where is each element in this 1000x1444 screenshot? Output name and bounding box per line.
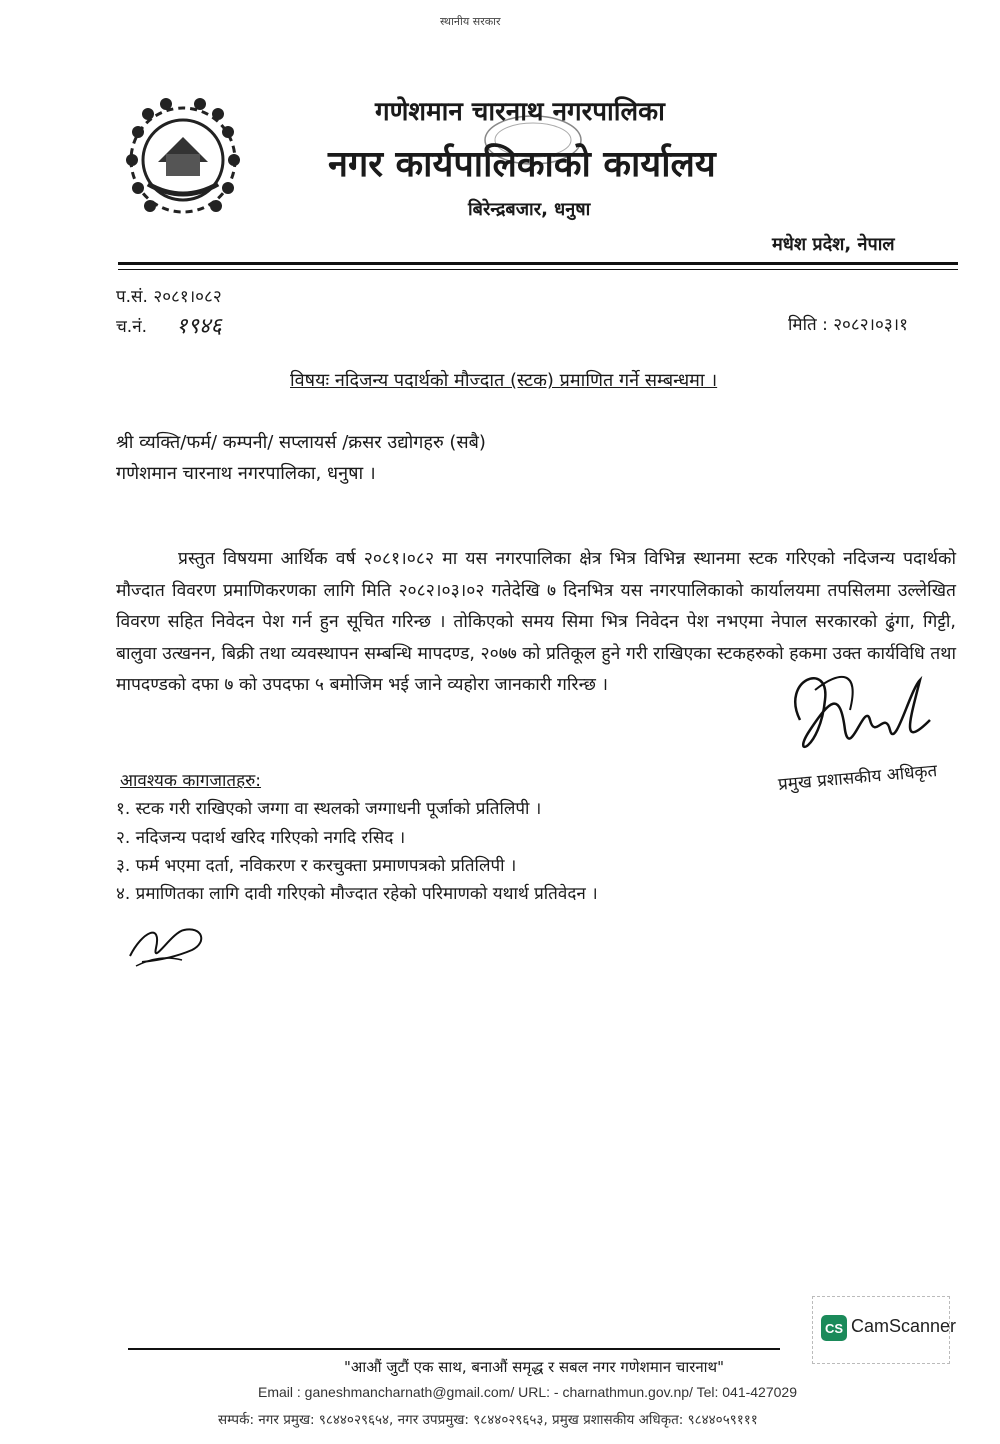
initials-mark: [122, 912, 218, 974]
document-item-1: १. स्टक गरी राखिएको जग्गा वा स्थलको जग्गाधनी पूर्जाको प्रतिलिपी ।: [116, 799, 542, 819]
office-address: बिरेन्द्रबजार, धनुषा: [468, 199, 591, 220]
dispatch-label: च.नं.: [116, 317, 148, 337]
footer-rule: [128, 1348, 780, 1350]
municipality-name: गणेशमान चारनाथ नगरपालिका: [375, 97, 665, 127]
signature-mark: [770, 660, 970, 780]
footer-contact: Email : ganeshmancharnath@gmail.com/ URL: - charnathmun.gov.np/ Tel: 041-427029: [258, 1384, 797, 1400]
office-title: नगर कार्यपालिकाको कार्यालय: [328, 144, 716, 185]
dispatch-number: १९४६: [176, 314, 222, 339]
letter-date: मिति : २०८२।०३।१: [788, 315, 908, 335]
addressee-line-2: गणेशमान चारनाथ नगरपालिका, धनुषा ।: [116, 463, 376, 484]
documents-heading: आवश्यक कागजातहरु:: [120, 771, 262, 791]
document-item-4: ४. प्रमाणितका लागि दावी गरिएको मौज्दात रहेको परिमाणको यथार्थ प्रतिवेदन ।: [116, 884, 598, 904]
footer-slogan: "आऔं जुटौं एक साथ, बनाऔं समृद्ध र सबल नगर गणेशमान चारनाथ": [344, 1358, 725, 1376]
addressee-line-1: श्री व्यक्ति/फर्म/ कम्पनी/ सप्लायर्स /क्रसर उद्योगहरु (सबै): [116, 432, 486, 453]
municipal-emblem-icon: [118, 92, 248, 227]
letter-number: प.सं. २०८१।०८२: [116, 287, 222, 307]
header-rule-thick: [118, 262, 958, 265]
camscanner-label: CamScanner: [851, 1316, 957, 1336]
top-header-label: स्थानीय सरकार: [440, 15, 501, 28]
letter-body: प्रस्तुत विषयमा आर्थिक वर्ष २०८१।०८२ मा यस नगरपालिका क्षेत्र भित्र विभिन्न स्थानमा स्टक गरिएको नदिजन्य पदार्थको मौज्दात विवरण प्रमाणिकरणका लागि मिति २०८२।०३।०२ गतेदेखि ७ दिनभित्र यस नगरपालिकाको कार्यालयमा तपसिलमा उल्लेखित विवरण सहित निवेदन पेश गर्न हुन सूचित गरिन्छ । तोकिएको समय सिमा भित्र निवेदन पेश नभएमा नेपाल सरकारको ढुंगा, गिट्टी, बालुवा उत्खनन, बिक्री तथा व्यवस्थापन सम्बन्धि मापदण्ड, २०७७ को प्रतिकूल हुने गरी राखिएका स्टकहरुको हकमा उक्त कार्यविधि तथा मापदण्डको दफा ७ को उपदफा ५ बमोजिम भई जाने व्यहोरा जानकारी गरिन्छ ।: [116, 549, 956, 695]
document-item-3: ३. फर्म भएमा दर्ता, नविकरण र करचुक्ता प्रमाणपत्रको प्रतिलिपी ।: [116, 856, 517, 876]
camscanner-badge: [812, 1296, 957, 1364]
camscanner-icon: CS: [821, 1315, 847, 1341]
letter-subject: विषयः नदिजन्य पदार्थको मौज्दात (स्टक) प्रमाणित गर्ने सम्बन्धमा ।: [290, 370, 718, 391]
document-item-2: २. नदिजन्य पदार्थ खरिद गरिएको नगदि रसिद ।: [116, 828, 406, 848]
province-label: मधेश प्रदेश, नेपाल: [772, 234, 895, 255]
header-rule-thin: [118, 269, 958, 270]
signatory-title: प्रमुख प्रशासकीय अधिकृत: [777, 761, 938, 795]
footer-phones: सम्पर्क: नगर प्रमुख: ९८४४०२९६५४, नगर उपप्रमुख: ९८४४०२९६५३, प्रमुख प्रशासकीय अधिकृत: ९८४४०५९१११: [218, 1412, 758, 1428]
